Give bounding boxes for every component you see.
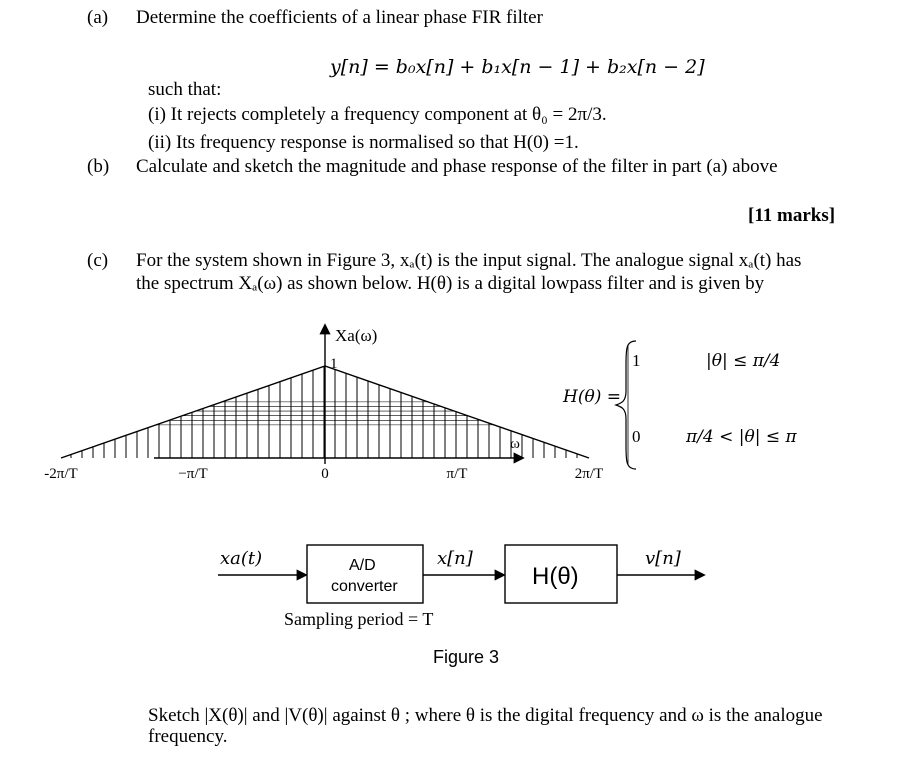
spectrum-triangle	[61, 366, 589, 458]
filter-lhs: H(θ) =	[563, 387, 621, 407]
case1-value: 1	[632, 351, 641, 370]
spectrum-xvar: ω	[510, 436, 520, 452]
case2-value: 0	[632, 427, 641, 446]
condition-ii: (ii) Its frequency response is normalised so that H(0) =1.	[148, 132, 579, 153]
spectrum-tick-label: 2π/T	[574, 466, 604, 482]
part-c-line1: For the system shown in Figure 3, xₐ(t) is the input signal. The analogue signal xₐ(t) has	[136, 250, 802, 271]
final-line1: Sketch |X(θ)| and |V(θ)| against θ ; where θ is the digital frequency and ω is the analogue	[148, 705, 823, 726]
figure-caption: Figure 3	[433, 647, 500, 667]
part-a-text: Determine the coefficients of a linear phase FIR filter	[136, 7, 543, 28]
part-b-text: Calculate and sketch the magnitude and phase response of the filter in part (a) above	[136, 156, 778, 177]
filter-block-label: H(θ)	[532, 563, 579, 590]
fir-equation: y[n] = b₀x[n] + b₁x[n − 1] + b₂x[n − 2]	[330, 56, 705, 78]
part-c-line2: the spectrum Xₐ(ω) as shown below. H(θ) is a digital lowpass filter and is given by	[136, 273, 765, 294]
case2-condition: π/4 < |θ| ≤ π	[686, 427, 797, 447]
such-that: such that:	[148, 79, 222, 100]
case1-condition: |θ| ≤ π/4	[706, 351, 781, 371]
marks: [11 marks]	[748, 205, 836, 226]
output-signal-label: v[n]	[645, 548, 681, 569]
final-line2: frequency.	[148, 726, 228, 747]
spectrum-tick-label: π/T	[446, 466, 468, 482]
adc-label-1: A/D	[349, 557, 376, 574]
spectrum-tick-label: -2π/T	[44, 466, 78, 482]
input-signal-label: xa(t)	[220, 548, 263, 569]
spectrum-peak-label: 1	[330, 356, 338, 372]
adc-label-2: converter	[331, 578, 398, 595]
mid-signal-label: x[n]	[437, 548, 473, 569]
condition-i: (i) It rejects completely a frequency component at θ₀ = 2π/3.	[148, 104, 607, 125]
part-c-label: (c)	[87, 250, 109, 271]
part-b-label: (b)	[87, 156, 110, 177]
spectrum-ylabel: Xa(ω)	[335, 326, 378, 345]
sampling-period: Sampling period = T	[284, 609, 434, 629]
part-a-label: (a)	[87, 7, 109, 28]
spectrum-tick-label: −π/T	[178, 466, 208, 482]
spectrum-tick-label: 0	[321, 466, 329, 482]
